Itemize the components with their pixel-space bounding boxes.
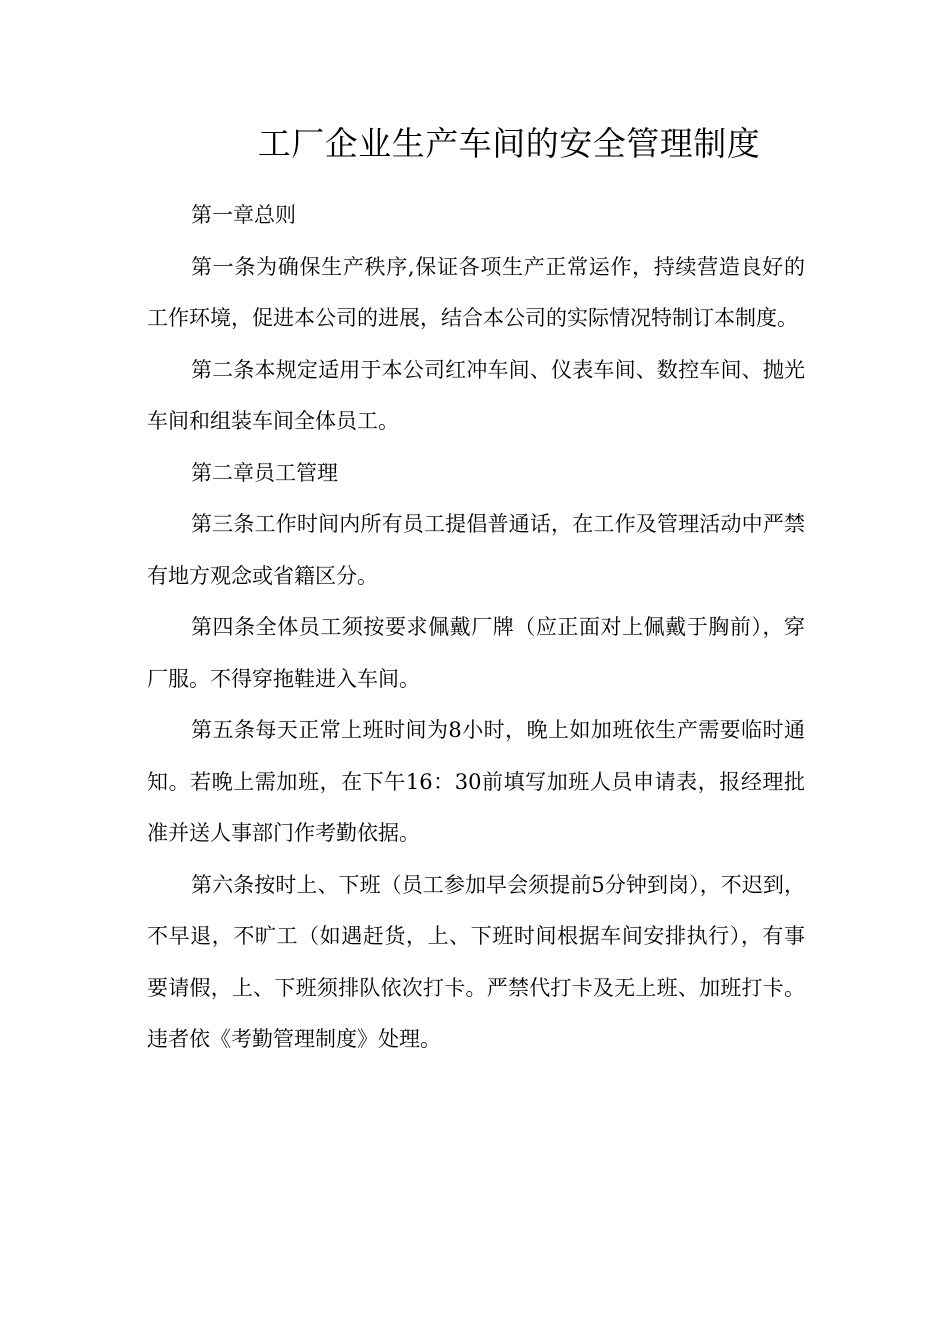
- document-title: 工厂企业生产车间的安全管理制度: [257, 124, 761, 163]
- chapter-heading-1: 第一章总则: [191, 203, 296, 227]
- article-1: 第一条为确保生产秩序,保证各项生产正常运作，持续营造良好的工作环境，促进本公司的进展，结合本公司的实际情况特制订本制度。: [147, 254, 805, 330]
- article-2: 第二条本规定适用于本公司红冲车间、仪表车间、数控车间、抛光车间和组装车间全体员工。: [147, 357, 805, 433]
- chapter-heading-2: 第二章员工管理: [191, 460, 338, 485]
- article-6: 第六条按时上、下班（员工参加早会须提前5分钟到岗），不迟到，不早退，不旷工（如遇赶货，上、下班时间根据车间安排执行），有事要请假，上、下班须排队依次打卡。严禁代打卡及无上班、加班打卡。违者依《考勤管理制度》处理。: [147, 872, 805, 1051]
- document-body: [147, 190, 805, 1066]
- article-5: 第五条每天正常上班时间为8小时，晚上如加班依生产需要临时通知。若晚上需加班，在下午16：30前填写加班人员申请表，报经理批准并送人事部门作考勤依据。: [147, 718, 805, 845]
- article-4: 第四条全体员工须按要求佩戴厂牌（应正面对上佩戴于胸前），穿厂服。不得穿拖鞋进入车间。: [147, 615, 805, 691]
- article-3: 第三条工作时间内所有员工提倡普通话，在工作及管理活动中严禁有地方观念或省籍区分。: [147, 512, 805, 588]
